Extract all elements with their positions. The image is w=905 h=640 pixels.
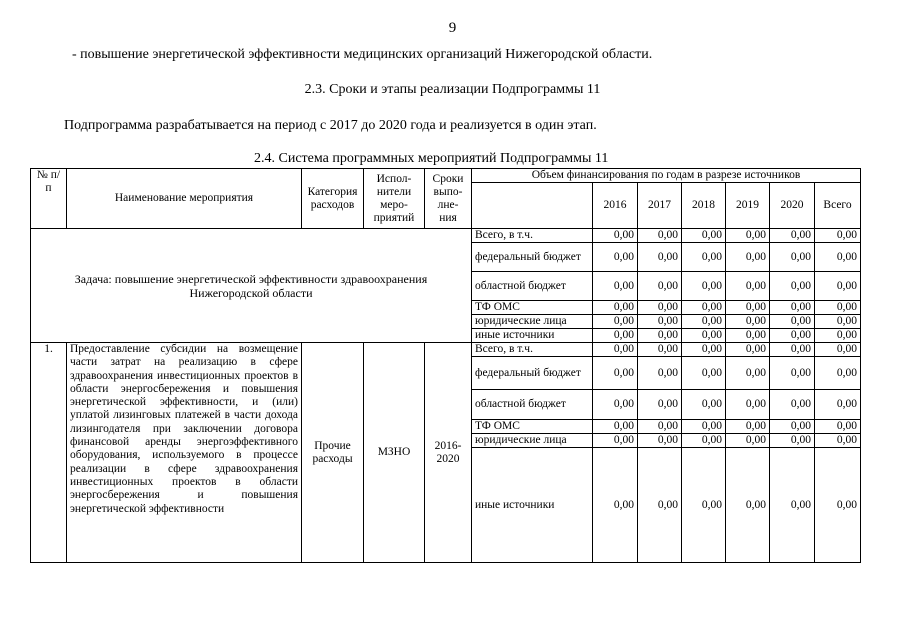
value-cell: 0,00 (682, 329, 726, 343)
value-cell: 0,00 (815, 390, 861, 420)
value-cell: 0,00 (593, 243, 638, 272)
value-cell: 0,00 (770, 390, 815, 420)
value-cell: 0,00 (770, 272, 815, 301)
value-cell: 0,00 (682, 420, 726, 434)
measure-num: 1. (31, 343, 67, 563)
value-cell: 0,00 (593, 272, 638, 301)
header-executors: Испол- нители меро- приятий (364, 169, 425, 229)
value-cell: 0,00 (770, 434, 815, 448)
value-cell: 0,00 (770, 448, 815, 563)
source-label: иные источники (472, 329, 593, 343)
section-2-3-title: 2.3. Сроки и этапы реализации Подпрограммы 11 (304, 82, 601, 97)
value-cell: 0,00 (770, 243, 815, 272)
value-cell: 0,00 (726, 448, 770, 563)
value-cell: 0,00 (593, 315, 638, 329)
value-cell: 0,00 (815, 420, 861, 434)
value-cell: 0,00 (815, 448, 861, 563)
value-cell: 0,00 (638, 343, 682, 357)
value-cell: 0,00 (770, 315, 815, 329)
value-cell: 0,00 (682, 434, 726, 448)
measure-terms: 2016- 2020 (425, 343, 472, 563)
value-cell: 0,00 (682, 301, 726, 315)
value-cell: 0,00 (726, 343, 770, 357)
value-cell: 0,00 (815, 357, 861, 390)
value-cell: 0,00 (815, 272, 861, 301)
measure-row (31, 343, 861, 357)
header-name: Наименование мероприятия (67, 169, 302, 229)
source-label: федеральный бюджет (472, 243, 593, 272)
value-cell: 0,00 (638, 434, 682, 448)
header-year: 2020 (770, 183, 815, 229)
value-cell: 0,00 (593, 301, 638, 315)
value-cell: 0,00 (682, 390, 726, 420)
value-cell: 0,00 (726, 434, 770, 448)
value-cell: 0,00 (593, 434, 638, 448)
value-cell: 0,00 (638, 229, 682, 243)
source-label: иные источники (472, 448, 593, 563)
value-cell: 0,00 (638, 329, 682, 343)
value-cell: 0,00 (593, 448, 638, 563)
value-cell: 0,00 (682, 343, 726, 357)
value-cell: 0,00 (638, 315, 682, 329)
source-label: Всего, в т.ч. (472, 343, 593, 357)
value-cell: 0,00 (815, 243, 861, 272)
value-cell: 0,00 (593, 329, 638, 343)
value-cell: 0,00 (638, 420, 682, 434)
header-total: Всего (815, 183, 861, 229)
value-cell: 0,00 (682, 229, 726, 243)
value-cell: 0,00 (726, 243, 770, 272)
header-year: 2019 (726, 183, 770, 229)
value-cell: 0,00 (726, 272, 770, 301)
header-funding: Объем финансирования по годам в разрезе источников (472, 169, 861, 183)
value-cell: 0,00 (770, 229, 815, 243)
value-cell: 0,00 (682, 315, 726, 329)
value-cell: 0,00 (770, 357, 815, 390)
value-cell: 0,00 (815, 343, 861, 357)
value-cell: 0,00 (815, 434, 861, 448)
value-cell: 0,00 (638, 448, 682, 563)
value-cell: 0,00 (815, 301, 861, 315)
source-label: юридические лица (472, 434, 593, 448)
value-cell: 0,00 (726, 315, 770, 329)
value-cell: 0,00 (638, 243, 682, 272)
value-cell: 0,00 (638, 272, 682, 301)
header-category: Категория расходов (302, 169, 364, 229)
source-label: областной бюджет (472, 390, 593, 420)
task-row (31, 229, 861, 243)
value-cell: 0,00 (593, 390, 638, 420)
source-label: ТФ ОМС (472, 301, 593, 315)
value-cell: 0,00 (815, 229, 861, 243)
measure-name: Предоставление субсидии на возмещение части затрат на реализацию в сфере здравоохранения инвестиционных проектов в области энергосбережения и повышения энергетической эффективности, и (или) уплатой лизинговых платежей в части дохода лизингодателя при заключении договора финансовой аренды энергоэффективного оборудования, используемого в процессе реализации в сфере здравоохранения инвестиционных проектов в области энергосбережения и повышения энергетической эффективности (67, 343, 302, 563)
intro-line: - повышение энергетической эффективности медицинских организаций Нижегородской области. (72, 47, 653, 62)
value-cell: 0,00 (593, 357, 638, 390)
source-label: областной бюджет (472, 272, 593, 301)
header-num: № п/п (31, 169, 67, 229)
value-cell: 0,00 (815, 315, 861, 329)
value-cell: 0,00 (593, 343, 638, 357)
source-label: юридические лица (472, 315, 593, 329)
header-year: 2016 (593, 183, 638, 229)
task-title: Задача: повышение энергетической эффективности здравоохранения Нижегородской области (31, 229, 472, 343)
value-cell: 0,00 (593, 229, 638, 243)
measure-executor: МЗНО (364, 343, 425, 563)
value-cell: 0,00 (770, 301, 815, 315)
source-label: федеральный бюджет (472, 357, 593, 390)
value-cell: 0,00 (638, 390, 682, 420)
value-cell: 0,00 (726, 357, 770, 390)
section-2-4-title: 2.4. Система программных мероприятий Подпрограммы 11 (254, 151, 609, 166)
value-cell: 0,00 (726, 420, 770, 434)
value-cell: 0,00 (770, 329, 815, 343)
value-cell: 0,00 (638, 301, 682, 315)
value-cell: 0,00 (726, 329, 770, 343)
header-source-blank (472, 183, 593, 229)
value-cell: 0,00 (593, 420, 638, 434)
value-cell: 0,00 (682, 357, 726, 390)
value-cell: 0,00 (682, 243, 726, 272)
source-label: Всего, в т.ч. (472, 229, 593, 243)
value-cell: 0,00 (770, 343, 815, 357)
value-cell: 0,00 (815, 329, 861, 343)
source-label: ТФ ОМС (472, 420, 593, 434)
value-cell: 0,00 (726, 229, 770, 243)
measures-table (30, 168, 861, 563)
value-cell: 0,00 (770, 420, 815, 434)
value-cell: 0,00 (682, 448, 726, 563)
header-terms: Сроки выпо- лне- ния (425, 169, 472, 229)
page-number: 9 (448, 20, 457, 36)
measure-category: Прочие расходы (302, 343, 364, 563)
header-year: 2018 (682, 183, 726, 229)
value-cell: 0,00 (726, 301, 770, 315)
value-cell: 0,00 (638, 357, 682, 390)
section-2-3-text: Подпрограмма разрабатывается на период с 2017 до 2020 года и реализуется в один этап. (64, 118, 597, 133)
header-year: 2017 (638, 183, 682, 229)
value-cell: 0,00 (682, 272, 726, 301)
value-cell: 0,00 (726, 390, 770, 420)
